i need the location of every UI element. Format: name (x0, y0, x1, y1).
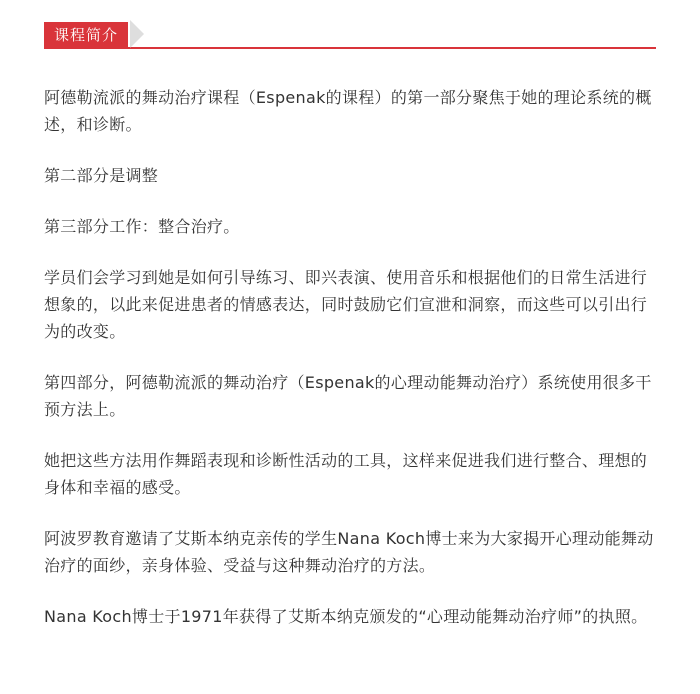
section-header (44, 20, 656, 50)
paragraph-3: 第三部分工作：整合治疗。 (44, 217, 240, 236)
section-title-tab: 课程简介 (44, 22, 128, 48)
paragraph-5: 第四部分，阿德勒流派的舞动治疗（Espenak的心理动能舞动治疗）系统使用很多干预方法上。 (44, 373, 652, 419)
paragraph-7: 阿波罗教育邀请了艾斯本纳克亲传的学生Nana Koch博士来为大家揭开心理动能舞动治疗的面纱，亲身体验、受益与这种舞动治疗的方法。 (44, 529, 654, 575)
paragraph-8: Nana Koch博士于1971年获得了艾斯本纳克颁发的“心理动能舞动治疗师”的执照。 (44, 607, 648, 626)
paragraph-1: 阿德勒流派的舞动治疗课程（Espenak的课程）的第一部分聚焦于她的理论系统的概述，和诊断。 (44, 88, 652, 134)
course-intro-body (44, 84, 656, 654)
paragraph-6: 她把这些方法用作舞蹈表现和诊断性活动的工具，这样来促进我们进行整合、理想的身体和幸福的感受。 (44, 451, 648, 497)
paragraph-4: 学员们会学习到她是如何引导练习、即兴表演、使用音乐和根据他们的日常生活进行想象的，以此来促进患者的情感表达，同时鼓励它们宣泄和洞察，而这些可以引出行为的改变。 (44, 268, 648, 341)
header-fold-decoration (130, 20, 144, 48)
paragraph-2: 第二部分是调整 (44, 166, 159, 185)
